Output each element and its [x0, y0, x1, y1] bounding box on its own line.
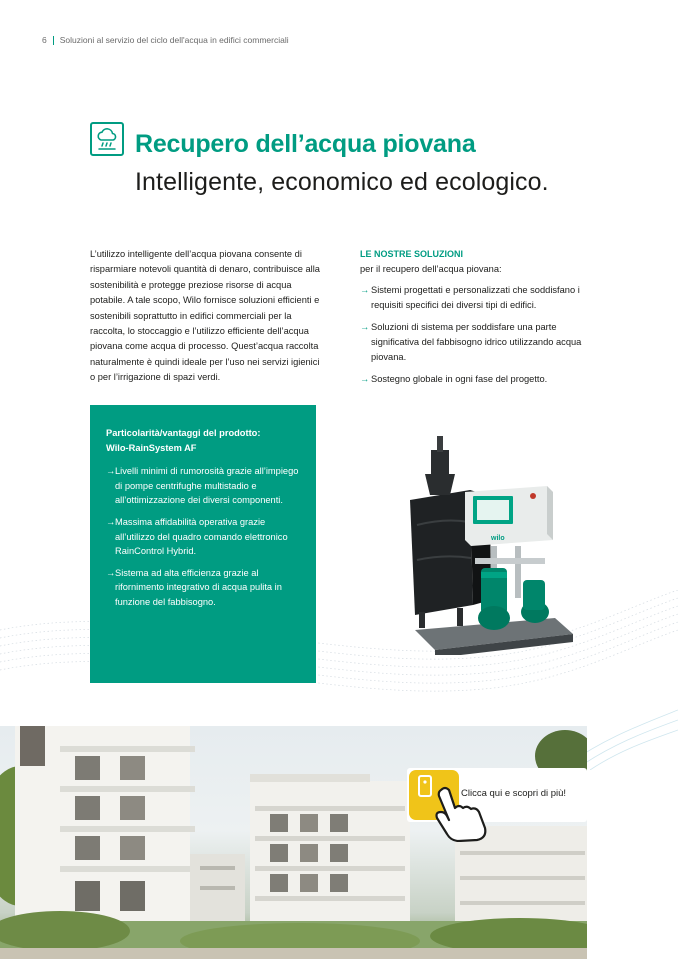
arrow-right-icon: →	[106, 567, 116, 578]
advantages-product-name: Wilo-RainSystem AF	[106, 442, 197, 453]
list-item-text: Livelli minimi di rumorosità grazie all’impiego di pompe centrifughe multistadio e all’ottimizzazione dei diversi componenti.	[115, 466, 299, 506]
page-subtitle: Intelligente, economico ed ecologico.	[135, 168, 549, 196]
arrow-right-icon: →	[360, 284, 370, 295]
running-title: Soluzioni al servizio del ciclo dell'acqua in edifici commerciali	[59, 35, 289, 45]
advantages-title: Particolarità/vantaggi del prodotto:	[106, 428, 261, 438]
cta-label[interactable]: Clicca qui e scopri di più!	[461, 788, 567, 799]
list-item	[360, 320, 600, 366]
advantages-list	[106, 464, 300, 609]
solutions-title: LE NOSTRE SOLUZIONI	[360, 249, 464, 259]
page-title: Recupero dell’acqua piovana	[135, 130, 476, 158]
intro-paragraph: L’utilizzo intelligente dell’acqua piovana consente di risparmiare notevoli quantità di denaro, contribuisce alla sostenibilità e protegge preziose risorse di acqua potabile. A tale scopo, Wilo fornisce soluzioni efficienti e sostenibili soprattutto in edifici commerciali per la raccolta, lo stoccaggio e l’utilizzo efficiente dell’acqua piovana come acqua di processo. Quest’acqua raccolta naturalmente è quindi ideale per l’uso nei servizi igienici o per l’irrigazione di spazi verdi.	[90, 249, 320, 383]
page-header	[42, 35, 289, 45]
list-item	[106, 515, 300, 559]
solutions-list	[360, 283, 600, 387]
list-item	[360, 283, 600, 314]
list-item	[360, 372, 600, 387]
arrow-right-icon: →	[106, 466, 116, 477]
page-number: 6	[42, 35, 47, 45]
product-image	[395, 430, 585, 655]
list-item-text: Sistemi progettati e personalizzati che soddisfano i requisiti specifici dei diversi tipi di edifici.	[371, 284, 580, 311]
list-item	[106, 566, 300, 610]
header-divider	[53, 36, 54, 45]
arrow-right-icon: →	[106, 516, 116, 527]
arrow-right-icon: →	[360, 321, 370, 332]
phone-icon	[419, 776, 431, 796]
buildings-illustration	[0, 726, 587, 959]
arrow-right-icon: →	[360, 373, 370, 384]
list-item-text: Massima affidabilità operativa grazie all’utilizzo del quadro comando elettronico RainControl Hybrid.	[115, 516, 288, 557]
list-item-text: Sostegno globale in ogni fase del progetto.	[371, 373, 548, 384]
list-item-text: Sistema ad alta efficienza grazie al rifornimento integrativo di acqua pulita in funzione del fabbisogno.	[115, 567, 282, 607]
building-photo	[0, 726, 587, 959]
rain-cloud-icon	[90, 122, 124, 156]
product-logo: wilo	[491, 535, 505, 542]
list-item	[106, 464, 300, 508]
solutions-section	[360, 247, 600, 393]
solutions-subtitle: per il recupero dell’acqua piovana:	[360, 264, 502, 275]
advantages-box	[90, 405, 316, 683]
cta-button[interactable]	[407, 768, 587, 822]
list-item-text: Soluzioni di sistema per soddisfare una parte significativa del fabbisogno idrico utilizzando acqua piovana.	[371, 321, 582, 363]
